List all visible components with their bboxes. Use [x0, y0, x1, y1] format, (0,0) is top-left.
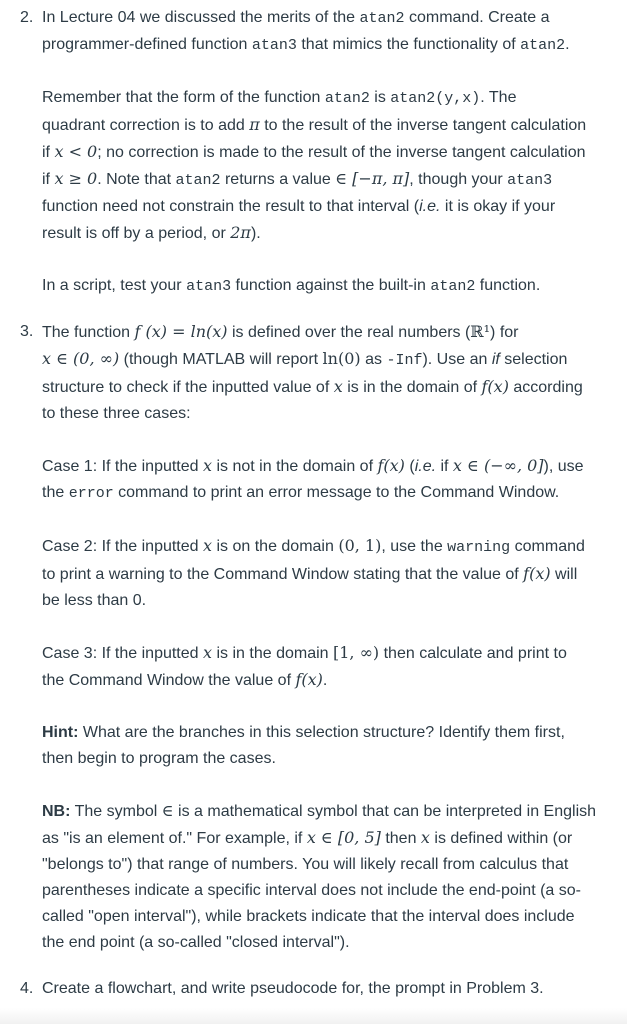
problem-3-intro: The function f (x) = ln(x) is defined over the real numbers (ℝ¹) for x ∈ (0, ∞) (though MATLAB will report ln(0) as -Inf). Use an if selection structure to check if the inputted value of x is in the domain of f(x) according to these three cases: — [42, 322, 583, 422]
problem-3-case-3: Case 3: If the inputted x is in the domain [1, ∞) then calculate and print to the Command Window the value of f(x). — [42, 643, 567, 689]
problem-number: 2. — [20, 9, 34, 26]
problem-2-intro: In Lecture 04 we discussed the merits of the atan2 command. Create a programmer-defined function atan3 that mimics the functionality of atan2. — [42, 9, 570, 54]
problem-3-hint: Hint: What are the branches in this selection structure? Identify them first, then begin to program the cases. — [42, 724, 565, 767]
bottom-shadow — [0, 1008, 627, 1024]
problem-body — [42, 319, 627, 956]
problem-body — [42, 976, 627, 1002]
problem-3-case-2: Case 2: If the inputted x is on the domain (0, 1), use the warning command to print a warning to the Command Window stating that the value of f(x) will be less than 0. — [42, 536, 585, 609]
problem-2-remember: Remember that the form of the function atan2 is atan2(y,x). The quadrant correction is to add π to the result of the inverse tangent calculation if x < 0; no correction is made to the result of the inverse tangent calculation if x ≥ 0. Note that atan2 returns a value ∈ [−π, π], though your atan3 function need not constrain the result to that interval (i.e. it is okay if your result is off by a period, or 2π). — [42, 89, 587, 242]
problem-4-text: Create a flowchart, and write pseudocode for, the prompt in Problem 3. — [42, 980, 544, 997]
problem-number: 4. — [20, 980, 34, 997]
problem-number: 3. — [20, 323, 34, 340]
problem-3-nb: NB: The symbol ∈ is a mathematical symbol that can be interpreted in English as "is an element of." For example, if x ∈ [0, 5] then x is defined within (or "belongs to") that range of numbers. You will likely recall from calculus that parentheses indicate a specific interval does not include the end-point (a so- called "open interval"), while brackets indicate that the interval does include the end point (a so-called "closed interval"). — [42, 801, 597, 951]
problem-3-case-1: Case 1: If the inputted x is not in the domain of f(x) (i.e. if x ∈ (−∞, 0]), use the error command to print an error message to the Command Window. — [42, 456, 584, 502]
problem-2-test: In a script, test your atan3 function against the built-in atan2 function. — [42, 277, 541, 295]
problem-body — [42, 5, 627, 300]
